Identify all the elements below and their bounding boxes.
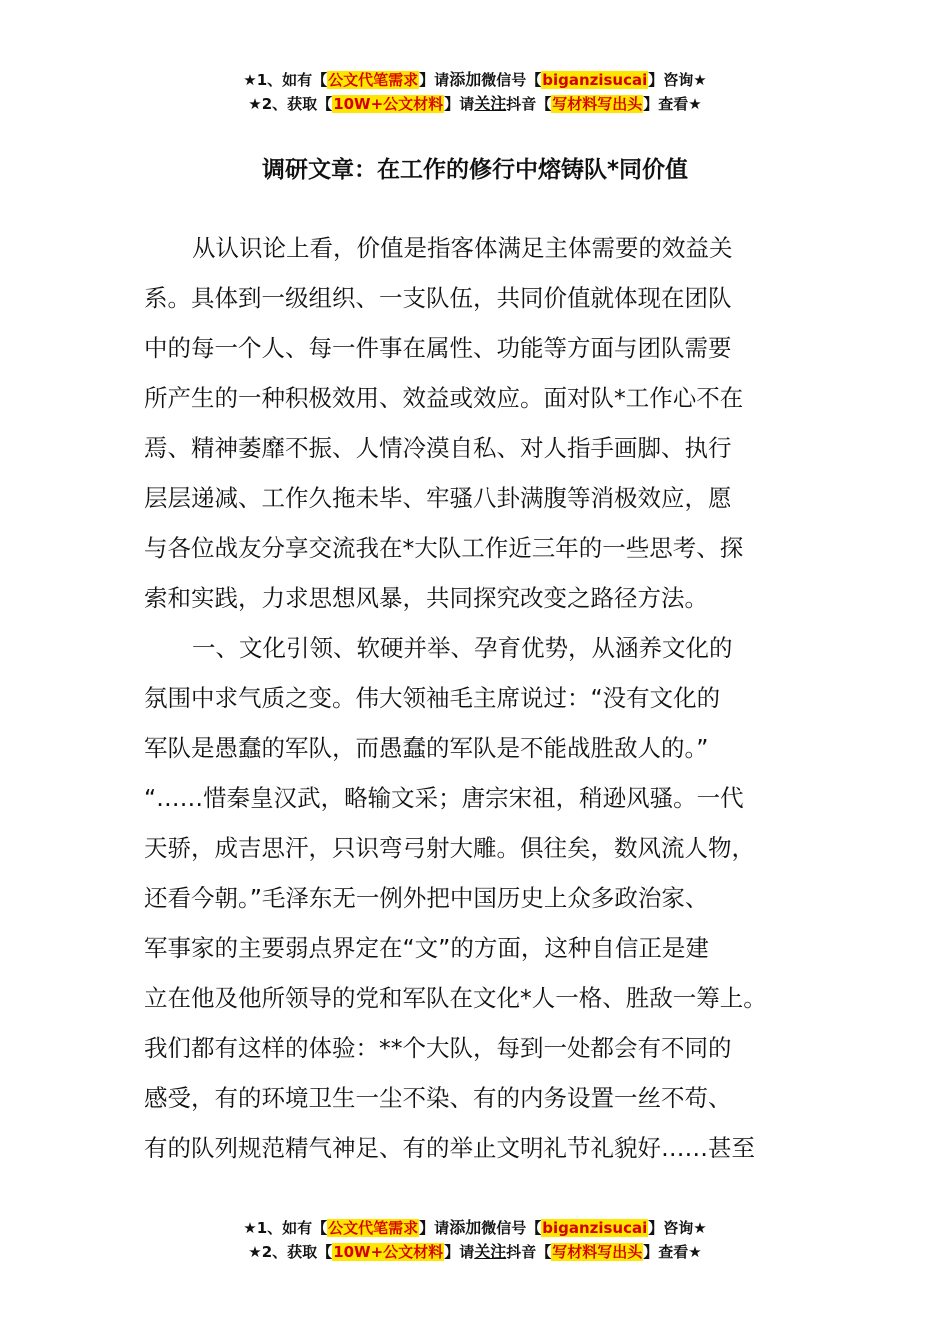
- promo-text: ★1、如有【: [243, 71, 328, 89]
- promo-highlight-service: 公文代笔需求: [328, 1219, 419, 1237]
- body-line: 从认识论上看，价值是指客体满足主体需要的效益关: [192, 234, 733, 262]
- body-line: 立在他及他所领导的党和军队在文化*人一格、胜敌一筹上。: [144, 984, 767, 1012]
- body-line: 有的队列规范精气神足、有的举止文明礼节礼貌好……甚至: [144, 1134, 755, 1162]
- promo-highlight-materials: 10W+公文材料: [333, 95, 444, 113]
- promo-highlight-douyin: 写材料写出头: [552, 1243, 643, 1261]
- body-line: “……惜秦皇汉武，略输文采；唐宗宋祖，稍逊风骚。一代: [144, 784, 744, 812]
- promo-text-follow: 关注: [474, 1242, 507, 1261]
- body-line: 索和实践，力求思想风暴，共同探究改变之路径方法。: [144, 584, 708, 612]
- promo-text: 抖音【: [506, 95, 552, 113]
- body-line: 感受，有的环境卫生一尘不染、有的内务设置一丝不苟、: [144, 1084, 732, 1112]
- header-promo-banner: [0, 68, 950, 116]
- promo-text: 】请: [444, 1243, 475, 1261]
- footer-promo-banner: [0, 1216, 950, 1264]
- document-title: 调研文章：在工作的修行中熔铸队*同价值: [261, 157, 689, 183]
- promo-text: ★2、获取【: [248, 95, 333, 113]
- body-line: 还看今朝。”毛泽东无一例外把中国历史上众多政治家、: [144, 884, 709, 912]
- promo-text-follow: 关注: [474, 94, 507, 113]
- document-body: [144, 223, 814, 1173]
- body-line: 氛围中求气质之变。伟大领袖毛主席说过：“没有文化的: [144, 684, 721, 712]
- promo-text: 】请: [419, 71, 450, 89]
- promo-text: 微信号【: [481, 71, 542, 89]
- body-line: 军事家的主要弱点界定在“文”的方面，这种自信正是建: [144, 934, 709, 962]
- promo-highlight-materials: 10W+公文材料: [333, 1243, 444, 1261]
- body-line: 与各位战友分享交流我在*大队工作近三年的一些思考、探: [144, 534, 744, 562]
- promo-highlight-wechat-id: biganzisucai: [542, 1219, 648, 1237]
- body-line: 我们都有这样的体验：**个大队，每到一处都会有不同的: [144, 1034, 732, 1062]
- promo-text: ★1、如有【: [243, 1219, 328, 1237]
- promo-line-2: [0, 1240, 950, 1264]
- promo-text: 】查看★: [643, 1243, 702, 1261]
- promo-text-add: 添加: [449, 1218, 482, 1237]
- body-line: 系。具体到一级组织、一支队伍，共同价值就体现在团队: [144, 284, 732, 312]
- promo-text: ★2、获取【: [248, 1243, 333, 1261]
- body-line: 天骄，成吉思汗，只识弯弓射大雕。俱往矣，数风流人物，: [144, 834, 755, 862]
- body-line: 军队是愚蠢的军队，而愚蠢的军队是不能战胜敌人的。”: [144, 734, 709, 762]
- body-line: 焉、精神萎靡不振、人情冷漠自私、对人指手画脚、执行: [144, 434, 732, 462]
- promo-text: 抖音【: [506, 1243, 552, 1261]
- promo-text: 微信号【: [481, 1219, 542, 1237]
- promo-highlight-douyin: 写材料写出头: [552, 95, 643, 113]
- promo-line-1: [0, 1216, 950, 1240]
- body-line: 中的每一个人、每一件事在属性、功能等方面与团队需要: [144, 334, 732, 362]
- promo-highlight-service: 公文代笔需求: [328, 71, 419, 89]
- promo-line-2: [0, 92, 950, 116]
- promo-text: 】请: [444, 95, 475, 113]
- promo-text: 】查看★: [643, 95, 702, 113]
- body-line: 层层递减、工作久拖未毕、牢骚八卦满腹等消极效应，愿: [144, 484, 732, 512]
- promo-text-add: 添加: [449, 70, 482, 89]
- promo-highlight-wechat-id: biganzisucai: [542, 71, 648, 89]
- body-line: 一、文化引领、软硬并举、孕育优势，从涵养文化的: [192, 634, 733, 662]
- promo-text: 】请: [419, 1219, 450, 1237]
- promo-text: 】咨询★: [648, 71, 707, 89]
- promo-text: 】咨询★: [648, 1219, 707, 1237]
- body-line: 所产生的一种积极效用、效益或效应。面对队*工作心不在: [144, 384, 744, 412]
- promo-line-1: [0, 68, 950, 92]
